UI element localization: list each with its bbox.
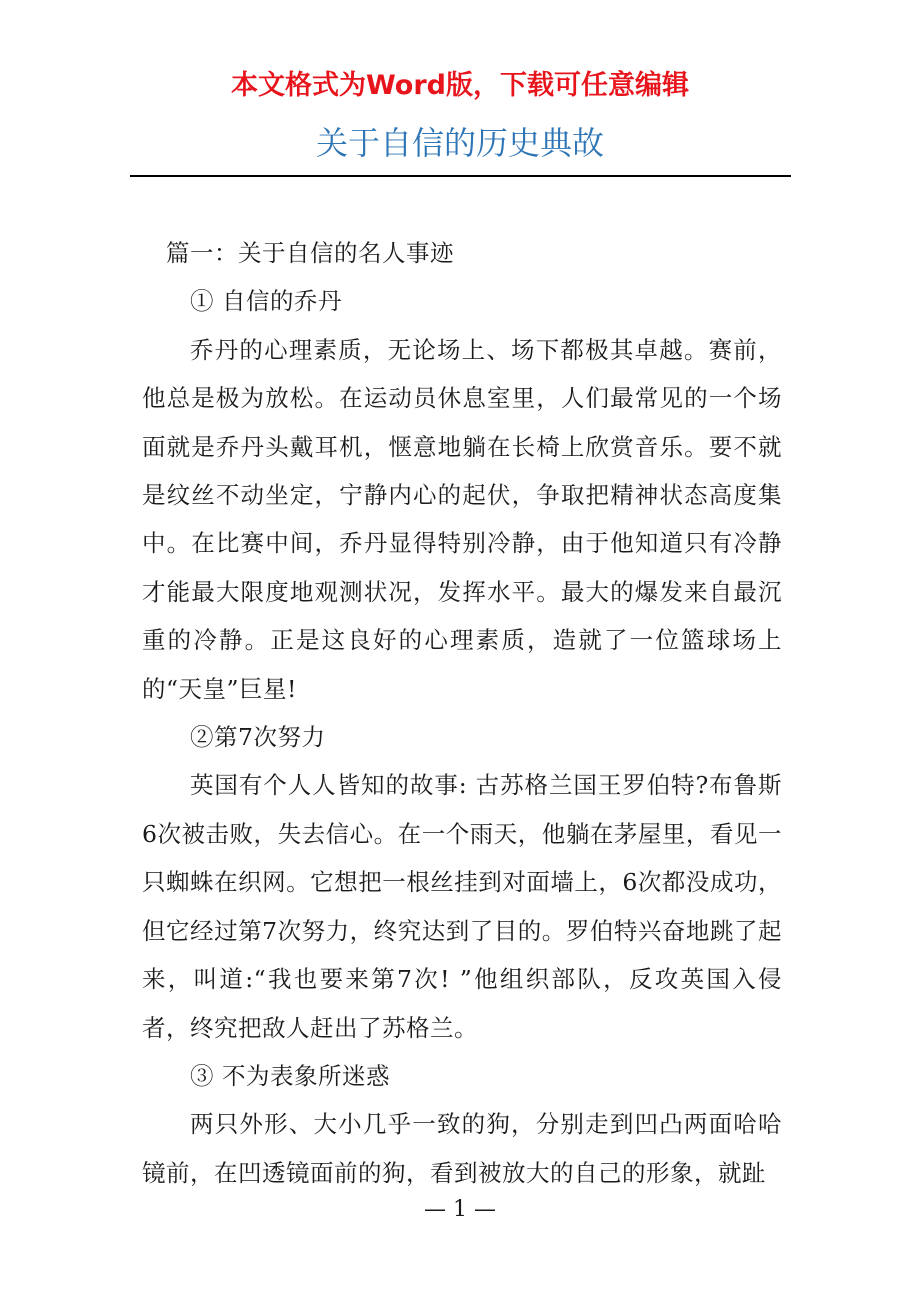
story-heading-jordan: ① 自信的乔丹 [190,287,342,316]
story-paragraph-seventh-try: 英国有个人人皆知的故事: 古苏格兰国王罗伯特?布鲁斯6次被击败，失去信心。在一个雨天，他躺在茅屋里，看见一只蜘蛛在织网。它想把一根丝挂到对面墙上，6次都没成功，但它经过第7次努力，终究达到了目的。罗伯特兴奋地跳了起来，叫道:“我也要来第7次! ”他组织部队，反攻英国入侵者，终究把敌人赶出了苏格兰。 [142,771,782,1042]
document-body [142,229,782,1197]
page-number: — 1 — [424,1197,496,1222]
story-heading-seventh-try: ②第7次努力 [190,723,326,752]
document-title: 关于自信的历史典故 [315,124,604,162]
story-heading-mirror: ③ 不为表象所迷惑 [190,1061,390,1090]
story-paragraph-mirror: 两只外形、大小几乎一致的狗，分别走到凹凸两面哈哈镜前，在凹透镜面前的狗，看到被放大的自己的形象，就趾 [142,1110,782,1187]
section-heading: 篇一：关于自信的名人事迹 [166,239,454,267]
title-divider [130,175,791,177]
story-paragraph-jordan: 乔丹的心理素质，无论场上、场下都极其卓越。赛前，他总是极为放松。在运动员休息室里，人们最常见的一个场面就是乔丹头戴耳机，惬意地躺在长椅上欣赏音乐。要不就是纹丝不动坐定，宁静内心的起伏，争取把精神状态高度集中。在比赛中间，乔丹显得特别冷静，由于他知道只有冷静才能最大限度地观测状况，发挥水平。最大的爆发来自最沉重的冷静。正是这良好的心理素质，造就了一位篮球场上的“天皇”巨星! [142,335,782,703]
download-banner: 本文格式为Word版，下载可任意编辑 [230,70,689,101]
